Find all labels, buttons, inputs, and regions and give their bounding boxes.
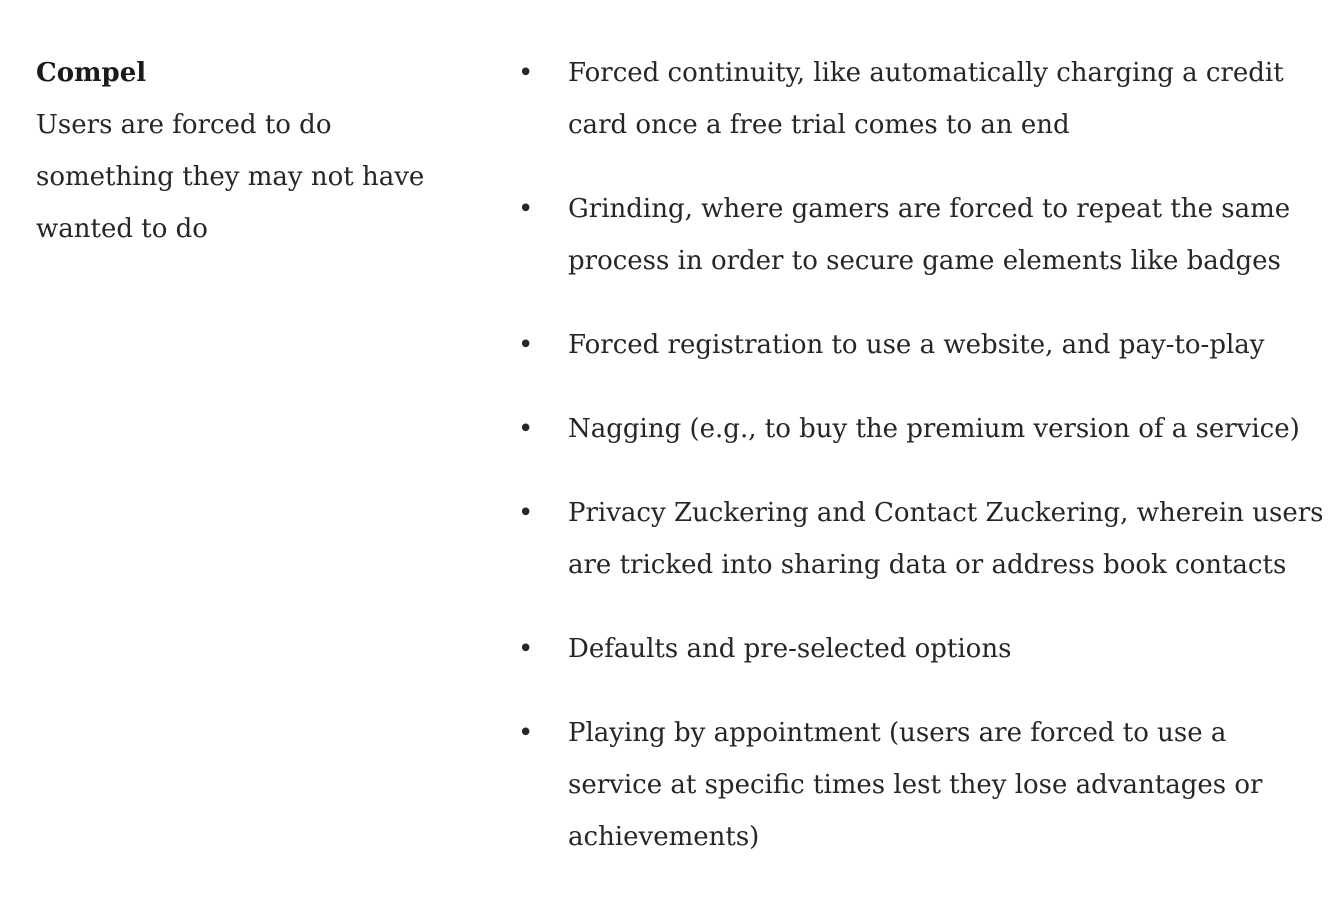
list-item-text: Playing by appointment (users are forced to use a service at specific times lest they lose advantages or achievements) bbox=[568, 718, 1263, 852]
list-item-text: Nagging (e.g., to buy the premium version of a service) bbox=[568, 414, 1300, 444]
category-title: Compel bbox=[36, 58, 147, 88]
list-item-text: Grinding, where gamers are forced to repeat the same process in order to secure game elements like badges bbox=[568, 194, 1291, 276]
examples-column bbox=[516, 47, 1328, 895]
list-item-text: Privacy Zuckering and Contact Zuckering, wherein users are tricked into sharing data or address book contacts bbox=[568, 498, 1324, 580]
bullet-icon: • bbox=[518, 414, 534, 444]
list-item bbox=[516, 319, 1328, 371]
list-item-text: Forced continuity, like automatically charging a credit card once a free trial comes to an end bbox=[568, 58, 1284, 140]
list-item bbox=[516, 183, 1328, 287]
list-item bbox=[516, 47, 1328, 151]
list-item bbox=[516, 707, 1328, 863]
category-column bbox=[36, 47, 476, 255]
list-item-text: Defaults and pre-selected options bbox=[568, 634, 1012, 664]
list-item bbox=[516, 487, 1328, 591]
list-item bbox=[516, 623, 1328, 675]
examples-list bbox=[516, 47, 1328, 863]
bullet-icon: • bbox=[518, 194, 534, 224]
category-description: Users are forced to do something they may not have wanted to do bbox=[36, 110, 425, 244]
bullet-icon: • bbox=[518, 58, 534, 88]
list-item-text: Forced registration to use a website, and pay-to-play bbox=[568, 330, 1265, 360]
bullet-icon: • bbox=[518, 634, 534, 664]
list-item bbox=[516, 403, 1328, 455]
bullet-icon: • bbox=[518, 498, 534, 528]
bullet-icon: • bbox=[518, 330, 534, 360]
bullet-icon: • bbox=[518, 718, 534, 748]
